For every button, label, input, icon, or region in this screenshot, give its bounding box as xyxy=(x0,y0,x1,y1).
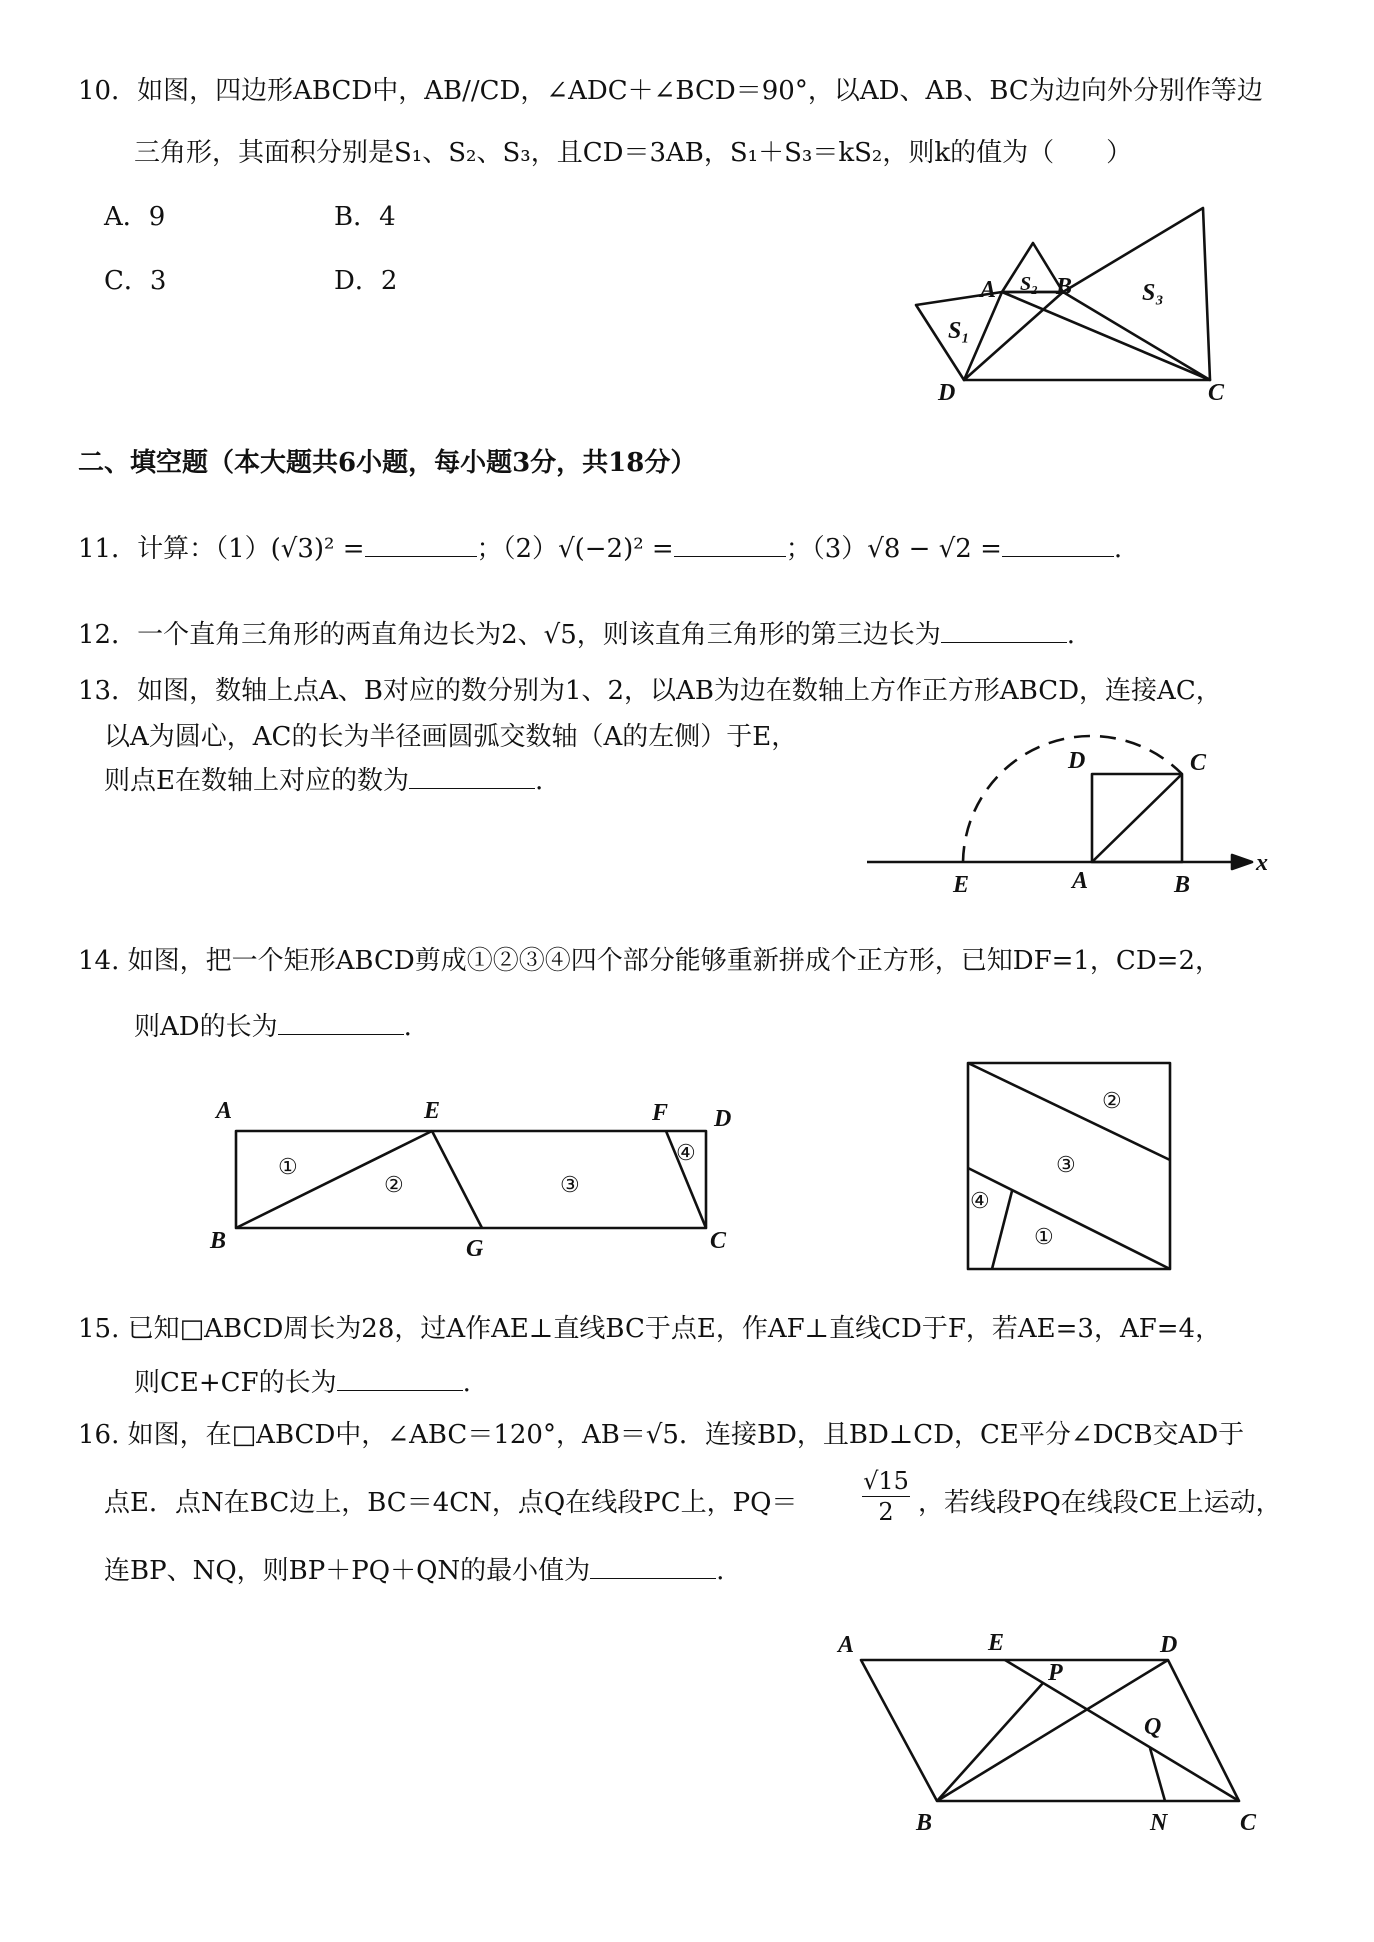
q10-label-c: C xyxy=(1208,380,1225,406)
q11-expr1: (√3)² = xyxy=(270,534,365,564)
q10-option-a[interactable]: A．9 xyxy=(104,202,166,232)
q14-label-g: G xyxy=(466,1236,484,1262)
q11-sep3: ；（3） xyxy=(785,534,868,564)
q10-option-c[interactable]: C．3 xyxy=(104,266,167,296)
q14-line2: 则AD的长为 xyxy=(134,1012,278,1042)
q12-end: . xyxy=(1066,620,1076,650)
q13-line1: 13．如图，数轴上点A、B对应的数分别为1、2，以AB为边在数轴上方作正方形ABCD，连接AC， xyxy=(78,676,1222,706)
q13-end: . xyxy=(534,766,544,796)
q16-end: . xyxy=(716,1556,725,1586)
q12-text: 12．一个直角三角形的两直角边长为2、√5，则该直角三角形的第三边长为 xyxy=(78,620,941,650)
q13-axis-arrow xyxy=(1232,855,1252,869)
q16-line3: 连BP、NQ，则BP＋PQ＋QN的最小值为 xyxy=(104,1556,591,1586)
q13-label-e: E xyxy=(953,872,970,898)
q16-line2b: ，若线段PQ在线段CE上运动， xyxy=(918,1488,1282,1518)
q16-line2a: 点E．点N在BC边上，BC＝4CN，点Q在线段PC上，PQ＝ xyxy=(104,1488,798,1518)
q16-label-p: P xyxy=(1048,1660,1063,1686)
q14-square-cut-1 xyxy=(968,1063,1170,1160)
q16-line-bp xyxy=(937,1683,1043,1801)
q10-triangle-s3 xyxy=(1063,208,1210,380)
q10-option-d[interactable]: D．2 xyxy=(334,266,398,296)
q15-line2: 则CE+CF的长为 xyxy=(134,1368,337,1398)
q10-label-s3: S₃ xyxy=(1142,280,1164,306)
q11-prefix: 11．计算：（1） xyxy=(78,534,271,564)
q14-square-region-4: ④ xyxy=(970,1188,990,1213)
q14-square-cut-2 xyxy=(968,1168,1170,1269)
q13-label-x: x xyxy=(1256,850,1268,876)
q14-region-1: ① xyxy=(278,1154,298,1179)
q11-expr3: √8 − √2 = xyxy=(867,534,1002,564)
q14-square-region-2: ② xyxy=(1102,1088,1122,1113)
q14-label-f: F xyxy=(652,1100,669,1126)
q13-line2: 以A为圆心，AC的长为半径画圆弧交数轴（A的左侧）于E， xyxy=(104,722,798,752)
section-title: 二、填空题（本大题共6小题，每小题3分，共18分） xyxy=(78,448,697,478)
q14-line1: 14. 如图，把一个矩形ABCD剪成①②③④四个部分能够重新拼成个正方形，已知DF=1，CD=2， xyxy=(78,946,1221,976)
q10-line1: 10．如图，四边形ABCD中，AB//CD，∠ADC＋∠BCD＝90°，以AD、AB、BC为边向外分别作等边 xyxy=(78,76,1263,106)
q14-rectangle xyxy=(236,1131,706,1228)
q16-label-e: E xyxy=(988,1630,1005,1656)
q15-end: . xyxy=(462,1368,471,1398)
q14-label-e: E xyxy=(424,1098,441,1124)
q10-label-d: D xyxy=(938,380,956,406)
q10-label-s1: S₁ xyxy=(948,318,970,344)
q16-label-a: A xyxy=(838,1632,855,1658)
q11-sep2: ；（2） xyxy=(476,534,559,564)
q16-frac-den: 2 xyxy=(878,1498,894,1526)
q10-label-a: A xyxy=(980,277,997,303)
q10-label-b: B xyxy=(1056,274,1073,300)
q14-region-3: ③ xyxy=(560,1172,580,1197)
q16-label-b: B xyxy=(916,1810,933,1836)
q16-label-n: N xyxy=(1150,1810,1168,1836)
q14-label-b: B xyxy=(210,1228,227,1254)
q10-line2: 三角形，其面积分别是S₁、S₂、S₃，且CD＝3AB，S₁＋S₃＝kS₂，则k的值为（ ） xyxy=(134,138,1133,168)
q14-end: . xyxy=(403,1012,412,1042)
q13-line3: 则点E在数轴上对应的数为 xyxy=(104,766,409,796)
q14-region-2: ② xyxy=(384,1172,404,1197)
q14-label-d: D xyxy=(714,1106,732,1132)
q11-expr2: √(−2)² = xyxy=(558,534,674,564)
q16-frac-num: √15 xyxy=(863,1467,909,1495)
q14-square-region-3: ③ xyxy=(1056,1152,1076,1177)
q14-square-cut-3 xyxy=(992,1191,1012,1269)
q15-line1: 15. 已知□ABCD周长为28，过A作AE⊥直线BC于点E，作AF⊥直线CD于F，若AE=3，AF=4， xyxy=(78,1314,1222,1344)
q10-label-s2: S₂ xyxy=(1020,273,1039,295)
q16-line1: 16. 如图，在□ABCD中，∠ABC＝120°，AB＝√5．连接BD，且BD⊥CD，CE平分∠DCB交AD于 xyxy=(78,1420,1245,1450)
q14-label-a: A xyxy=(216,1098,233,1124)
q16-label-q: Q xyxy=(1144,1714,1162,1740)
q16-label-c: C xyxy=(1240,1810,1257,1836)
q11-end: . xyxy=(1113,534,1123,564)
q13-label-d: D xyxy=(1068,748,1086,774)
q14-square-region-1: ① xyxy=(1034,1224,1054,1249)
q13-label-c: C xyxy=(1190,750,1207,776)
q14-label-c: C xyxy=(710,1228,727,1254)
q14-line-eg xyxy=(432,1131,482,1228)
q14-region-4: ④ xyxy=(676,1140,696,1165)
q13-label-b: B xyxy=(1174,872,1191,898)
q14-rectangle-figure xyxy=(236,1131,706,1228)
q13-diagonal-ac xyxy=(1092,774,1182,862)
q13-label-a: A xyxy=(1072,868,1089,894)
q10-option-b[interactable]: B．4 xyxy=(334,202,396,232)
q16-label-d: D xyxy=(1160,1632,1178,1658)
